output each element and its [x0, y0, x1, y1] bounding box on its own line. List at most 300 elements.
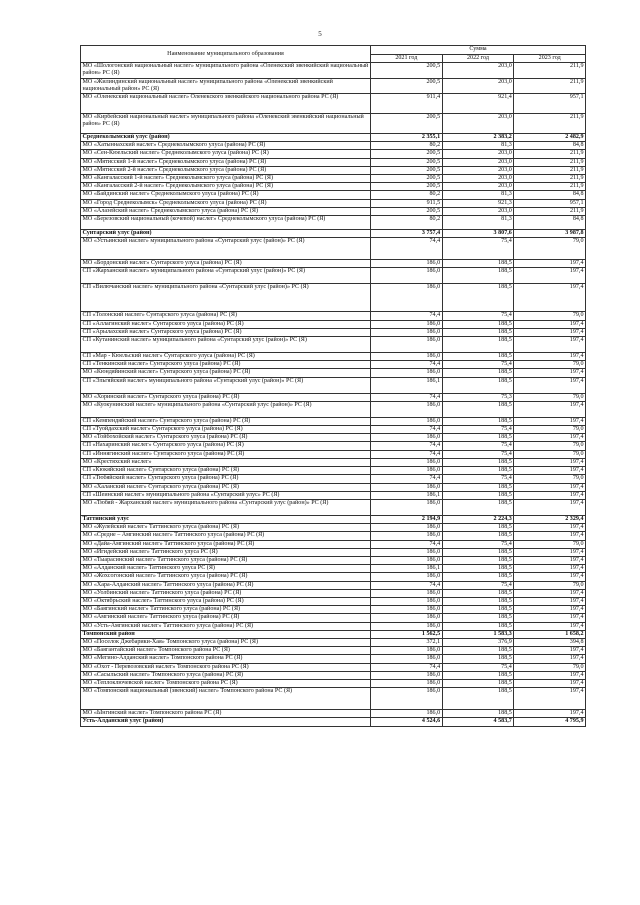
cell-amount-2021: 911,4 [371, 94, 443, 114]
cell-amount-2022: 188,5 [442, 328, 514, 336]
cell-municipality: МО «Амгинский наслег» Таттинского улуса (района) РС (Я) [81, 614, 371, 622]
cell-amount-2021: 186,0 [371, 589, 443, 597]
cell-amount-2022: 188,5 [442, 417, 514, 425]
table-row [81, 540, 586, 548]
cell-amount-2022: 188,5 [442, 320, 514, 328]
table-row [81, 581, 586, 589]
cell-amount-2021: 74,4 [371, 426, 443, 434]
cell-amount-2021: 186,0 [371, 647, 443, 655]
cell-amount-2021: 186,0 [371, 284, 443, 312]
cell-municipality: Сунтарский улус (район) [81, 230, 371, 238]
cell-amount-2023: 197,4 [514, 524, 586, 532]
table-row [81, 491, 586, 499]
cell-amount-2023: 197,4 [514, 573, 586, 581]
cell-amount-2023: 197,4 [514, 597, 586, 605]
cell-amount-2022: 75,4 [442, 450, 514, 458]
cell-amount-2021: 186,0 [371, 483, 443, 491]
table-row [81, 268, 586, 284]
cell-amount-2021: 200,5 [371, 175, 443, 183]
cell-amount-2023: 79,0 [514, 663, 586, 671]
cell-amount-2023: 197,4 [514, 401, 586, 417]
cell-amount-2023: 197,4 [514, 268, 586, 284]
cell-municipality: МО «Халанский наслег» Сунтарского улуса (района) РС (Я) [81, 483, 371, 491]
cell-amount-2022: 81,3 [442, 216, 514, 230]
cell-amount-2021: 186,0 [371, 353, 443, 361]
cell-amount-2021: 186,0 [371, 320, 443, 328]
table-row-total [81, 134, 586, 142]
cell-amount-2021: 74,4 [371, 663, 443, 671]
cell-amount-2022: 188,5 [442, 353, 514, 361]
header-year-2022: 2022 год [442, 55, 514, 63]
cell-amount-2022: 75,4 [442, 663, 514, 671]
cell-municipality: Таттинский улус [81, 515, 371, 523]
cell-amount-2022: 203,0 [442, 78, 514, 93]
cell-amount-2022: 203,0 [442, 63, 514, 78]
cell-amount-2022: 188,5 [442, 369, 514, 377]
cell-amount-2023: 79,0 [514, 540, 586, 548]
table-row [81, 638, 586, 646]
cell-amount-2023: 197,4 [514, 565, 586, 573]
table-row [81, 337, 586, 353]
cell-amount-2023: 84,8 [514, 216, 586, 230]
cell-municipality: СП «Нахаринский наслег» Сунтарского улуса (района) РС (Я) [81, 442, 371, 450]
table-row [81, 361, 586, 369]
cell-amount-2022: 188,5 [442, 589, 514, 597]
table-row [81, 647, 586, 655]
cell-municipality: МО «Сасыльский наслег» Томпонского улуса (района) РС (Я) [81, 671, 371, 679]
cell-amount-2021: 186,0 [371, 434, 443, 442]
table-row [81, 565, 586, 573]
table-row [81, 114, 586, 134]
page-number: 5 [318, 30, 322, 38]
table-row [81, 191, 586, 199]
table-row-total [81, 515, 586, 523]
cell-amount-2023: 957,1 [514, 94, 586, 114]
cell-amount-2023: 79,0 [514, 361, 586, 369]
cell-municipality: СП «Кутанинский наслег» муниципального района «Сунтарский улус (район)» РС (Я) [81, 337, 371, 353]
cell-amount-2021: 186,0 [371, 532, 443, 540]
cell-amount-2023: 197,4 [514, 491, 586, 499]
cell-amount-2023: 79,0 [514, 238, 586, 260]
table-row [81, 679, 586, 687]
cell-amount-2021: 186,0 [371, 268, 443, 284]
cell-amount-2021: 80,2 [371, 191, 443, 199]
cell-amount-2021: 186,0 [371, 548, 443, 556]
cell-amount-2021: 200,5 [371, 63, 443, 78]
cell-amount-2022: 4 583,7 [442, 718, 514, 726]
cell-amount-2023: 197,4 [514, 377, 586, 393]
cell-municipality: МО «Октябрьский наслег» Таттинского улуса (района) РС (Я) [81, 597, 371, 605]
cell-municipality: МО «Теплоключевской наслег» Томпонского района РС (Я) [81, 679, 371, 687]
cell-municipality: СП «Мар - Кюельский наслег» Сунтарского улуса (района) РС (Я) [81, 353, 371, 361]
cell-municipality: МО «Байдинский наслег» Среднеколымского улуса (района) РС (Я) [81, 191, 371, 199]
table-row [81, 589, 586, 597]
cell-municipality: МО «Кангаласский 1-й наслег» Среднеколымского улуса (района) РС (Я) [81, 175, 371, 183]
cell-amount-2022: 75,4 [442, 475, 514, 483]
cell-amount-2022: 2 224,3 [442, 515, 514, 523]
table-row [81, 663, 586, 671]
cell-amount-2021: 372,1 [371, 638, 443, 646]
cell-amount-2023: 197,4 [514, 622, 586, 630]
cell-amount-2022: 188,5 [442, 647, 514, 655]
cell-amount-2021: 3 757,4 [371, 230, 443, 238]
cell-amount-2021: 200,5 [371, 114, 443, 134]
table-row [81, 499, 586, 515]
table-row [81, 434, 586, 442]
cell-municipality: СП «Аллагинский наслег» Сунтарского улуса (района) РС (Я) [81, 320, 371, 328]
cell-amount-2023: 3 987,8 [514, 230, 586, 238]
cell-amount-2022: 81,3 [442, 191, 514, 199]
cell-amount-2022: 376,9 [442, 638, 514, 646]
cell-amount-2022: 188,5 [442, 434, 514, 442]
cell-amount-2022: 188,5 [442, 491, 514, 499]
cell-amount-2021: 186,0 [371, 679, 443, 687]
cell-amount-2022: 75,4 [442, 361, 514, 369]
cell-municipality: МО «Город Среднеколымск» Среднеколымского улуса (района) РС (Я) [81, 199, 371, 207]
cell-amount-2022: 3 807,6 [442, 230, 514, 238]
cell-amount-2022: 75,4 [442, 581, 514, 589]
cell-amount-2022: 188,5 [442, 622, 514, 630]
cell-amount-2022: 188,5 [442, 565, 514, 573]
cell-amount-2022: 203,0 [442, 175, 514, 183]
cell-amount-2022: 203,0 [442, 150, 514, 158]
cell-municipality: Усть-Алданский улус (район) [81, 718, 371, 726]
cell-amount-2021: 186,0 [371, 688, 443, 710]
cell-amount-2022: 203,0 [442, 207, 514, 215]
cell-municipality: Среднеколымский улус (район) [81, 134, 371, 142]
cell-amount-2022: 203,0 [442, 114, 514, 134]
cell-municipality: МО «Средне – Амгинский наслег» Таттинского улуса (района) РС (Я) [81, 532, 371, 540]
cell-amount-2022: 188,5 [442, 556, 514, 564]
cell-amount-2021: 911,5 [371, 199, 443, 207]
header-name: Наименование муниципального образования [81, 46, 371, 63]
table-row [81, 183, 586, 191]
cell-amount-2022: 75,3 [442, 393, 514, 401]
header-year-2021: 2021 год [371, 55, 443, 63]
table-row [81, 483, 586, 491]
table-row [81, 573, 586, 581]
cell-amount-2022: 188,5 [442, 260, 514, 268]
cell-municipality: МО «Поселок Джебарики-Хая» Томпонского улуса (района) РС (Я) [81, 638, 371, 646]
table-row [81, 377, 586, 393]
table-row [81, 238, 586, 260]
header-sum: Сумма [371, 46, 586, 55]
cell-amount-2022: 188,5 [442, 710, 514, 718]
cell-amount-2023: 211,9 [514, 183, 586, 191]
cell-municipality: МО «Алданский наслег» Таттинского улуса РС (Я) [81, 565, 371, 573]
cell-amount-2021: 186,0 [371, 597, 443, 605]
cell-amount-2022: 188,5 [442, 573, 514, 581]
cell-amount-2021: 186,0 [371, 417, 443, 425]
table-row [81, 63, 586, 78]
table-row [81, 524, 586, 532]
cell-municipality: МО «Хара-Алданский наслег» Таттинского улуса (района) РС (Я) [81, 581, 371, 589]
table-row [81, 548, 586, 556]
cell-amount-2021: 186,1 [371, 491, 443, 499]
cell-amount-2023: 197,4 [514, 548, 586, 556]
table-row [81, 450, 586, 458]
cell-amount-2021: 200,5 [371, 166, 443, 174]
table-row [81, 320, 586, 328]
cell-amount-2023: 211,9 [514, 78, 586, 93]
cell-amount-2021: 186,0 [371, 671, 443, 679]
cell-municipality: МО «Игидейский наслег» Таттинского улуса РС (Я) [81, 548, 371, 556]
cell-amount-2021: 186,0 [371, 622, 443, 630]
cell-municipality: МО «Уолбинский наслег» Таттинского улуса (района) РС (Я) [81, 589, 371, 597]
table-row [81, 94, 586, 114]
cell-amount-2022: 188,5 [442, 467, 514, 475]
cell-amount-2022: 188,5 [442, 401, 514, 417]
cell-municipality: МО «Алазейский наслег» Среднеколымского улуса (района) РС (Я) [81, 207, 371, 215]
cell-municipality: СП «Кемпендяйский наслег» Сунтарского улуса (района) РС (Я) [81, 417, 371, 425]
cell-amount-2021: 200,5 [371, 183, 443, 191]
cell-municipality: МО «Хатыннахский наслег» Среднеколымского улуса (района) РС (Я) [81, 142, 371, 150]
table-row [81, 556, 586, 564]
cell-municipality: МО «Мятисский 2-й наслег» Среднеколымского улуса (района) РС (Я) [81, 166, 371, 174]
cell-amount-2021: 186,0 [371, 401, 443, 417]
cell-amount-2022: 188,5 [442, 284, 514, 312]
cell-amount-2022: 188,5 [442, 655, 514, 663]
cell-municipality: СП «Иннягинский наслег» Сунтарского улуса (района) РС (Я) [81, 450, 371, 458]
cell-amount-2023: 197,4 [514, 467, 586, 475]
cell-amount-2022: 188,5 [442, 597, 514, 605]
cell-amount-2022: 2 383,2 [442, 134, 514, 142]
cell-amount-2022: 188,5 [442, 532, 514, 540]
table-row [81, 671, 586, 679]
cell-amount-2021: 74,4 [371, 238, 443, 260]
cell-amount-2022: 188,5 [442, 548, 514, 556]
cell-amount-2023: 79,0 [514, 475, 586, 483]
cell-amount-2022: 188,5 [442, 483, 514, 491]
cell-amount-2023: 197,4 [514, 499, 586, 515]
cell-amount-2023: 394,8 [514, 638, 586, 646]
cell-municipality: МО «Тойбохойский наслег» Сунтарского улуса (района) РС (Я) [81, 434, 371, 442]
cell-amount-2023: 79,0 [514, 450, 586, 458]
table-row [81, 532, 586, 540]
cell-amount-2021: 186,0 [371, 458, 443, 466]
cell-amount-2023: 1 658,2 [514, 630, 586, 638]
cell-amount-2021: 74,4 [371, 540, 443, 548]
cell-amount-2022: 188,5 [442, 606, 514, 614]
cell-municipality: МО «Мегино-Алданский наслег» Томпонского района РС (Я) [81, 655, 371, 663]
table-row-total [81, 230, 586, 238]
cell-amount-2023: 197,4 [514, 369, 586, 377]
cell-amount-2023: 197,4 [514, 556, 586, 564]
table-row [81, 158, 586, 166]
cell-municipality: МО «Охот - Перевозовский наслег» Томпонского района РС (Я) [81, 663, 371, 671]
table-row [81, 688, 586, 710]
cell-municipality: МО «Кирбейский национальный наслег» муниципального района «Оленекский эвенкийский национальный район» РС (Я) [81, 114, 371, 134]
cell-amount-2023: 4 795,9 [514, 718, 586, 726]
cell-amount-2023: 211,9 [514, 158, 586, 166]
cell-amount-2023: 211,9 [514, 114, 586, 134]
cell-amount-2021: 74,4 [371, 442, 443, 450]
cell-amount-2022: 921,4 [442, 94, 514, 114]
cell-amount-2021: 74,4 [371, 361, 443, 369]
cell-municipality: МО «Крестяхский наслег» [81, 458, 371, 466]
cell-municipality: МО «Жилиндинский национальный наслег» муниципального района «Оленекский эвенкийский национальный район» РС (Я) [81, 78, 371, 93]
cell-amount-2023: 79,0 [514, 312, 586, 320]
table-row [81, 142, 586, 150]
cell-municipality: СП «Шеинский наслег» муниципального района «Сунтарский улус» РС (Я) [81, 491, 371, 499]
table-row [81, 199, 586, 207]
cell-amount-2021: 186,0 [371, 260, 443, 268]
cell-amount-2021: 200,5 [371, 158, 443, 166]
cell-amount-2023: 197,4 [514, 671, 586, 679]
cell-amount-2022: 75,4 [442, 238, 514, 260]
cell-municipality: МО «Куокунинский наслег» муниципального района «Сунтарский улус (район)» РС (Я) [81, 401, 371, 417]
cell-amount-2023: 84,8 [514, 191, 586, 199]
cell-municipality: МО «Кангаласский 2-й наслег» Среднеколымского улуса (района) РС (Я) [81, 183, 371, 191]
table-row [81, 417, 586, 425]
cell-amount-2023: 197,4 [514, 337, 586, 353]
cell-municipality: МО «Баягинский наслег» Таттинского улуса (района) РС (Я) [81, 606, 371, 614]
table-row [81, 597, 586, 605]
cell-amount-2022: 1 583,3 [442, 630, 514, 638]
cell-amount-2023: 197,4 [514, 589, 586, 597]
cell-amount-2022: 188,5 [442, 458, 514, 466]
cell-municipality: СП «Тенкинский наслег» Сунтарского улуса (района) РС (Я) [81, 361, 371, 369]
cell-amount-2021: 186,0 [371, 369, 443, 377]
cell-amount-2023: 79,0 [514, 581, 586, 589]
cell-amount-2021: 200,5 [371, 150, 443, 158]
cell-municipality: СП «Эльгяйский наслег» муниципального района «Сунтарский улус (район)» РС (Я) [81, 377, 371, 393]
table-row [81, 166, 586, 174]
cell-municipality: СП «Вилючанский наслег» муниципального района «Сунтарский улус (район)» РС (Я) [81, 284, 371, 312]
cell-amount-2022: 188,5 [442, 688, 514, 710]
cell-amount-2021: 74,4 [371, 581, 443, 589]
cell-municipality: СП «Толонский наслег» Сунтарского улуса (района) РС (Я) [81, 312, 371, 320]
cell-amount-2021: 186,1 [371, 377, 443, 393]
cell-amount-2023: 197,4 [514, 417, 586, 425]
cell-amount-2023: 197,4 [514, 606, 586, 614]
cell-amount-2023: 211,9 [514, 63, 586, 78]
table-row-total [81, 630, 586, 638]
cell-amount-2022: 188,5 [442, 679, 514, 687]
cell-amount-2023: 197,4 [514, 458, 586, 466]
cell-amount-2021: 200,5 [371, 207, 443, 215]
cell-amount-2022: 75,4 [442, 442, 514, 450]
cell-municipality: МО «Хоринский наслег» Сунтарского улуса (района) РС (Я) [81, 393, 371, 401]
table-row [81, 614, 586, 622]
table-row [81, 207, 586, 215]
cell-amount-2023: 197,4 [514, 353, 586, 361]
cell-municipality: МО «Усть-Амгинский наслег» Таттинского улуса (района) РС (Я) [81, 622, 371, 630]
table-row-total [81, 718, 586, 726]
cell-amount-2022: 921,3 [442, 199, 514, 207]
cell-amount-2022: 188,5 [442, 337, 514, 353]
cell-amount-2021: 186,0 [371, 467, 443, 475]
cell-municipality: МО «Жулейский наслег» Таттинского улуса (района) РС (Я) [81, 524, 371, 532]
cell-amount-2022: 203,0 [442, 166, 514, 174]
cell-amount-2022: 188,5 [442, 524, 514, 532]
table-row [81, 401, 586, 417]
cell-amount-2023: 211,9 [514, 175, 586, 183]
cell-amount-2023: 211,9 [514, 207, 586, 215]
cell-amount-2023: 211,9 [514, 166, 586, 174]
cell-amount-2021: 200,5 [371, 78, 443, 93]
cell-amount-2021: 186,0 [371, 573, 443, 581]
cell-amount-2021: 186,0 [371, 710, 443, 718]
cell-amount-2022: 75,4 [442, 312, 514, 320]
cell-amount-2022: 188,5 [442, 499, 514, 515]
cell-amount-2023: 79,0 [514, 426, 586, 434]
cell-amount-2021: 80,2 [371, 216, 443, 230]
table-row [81, 328, 586, 336]
table-row [81, 284, 586, 312]
cell-amount-2023: 84,8 [514, 142, 586, 150]
cell-municipality: СП «Арылахский наслег» Сунтарского улуса (района) РС (Я) [81, 328, 371, 336]
table-row [81, 312, 586, 320]
table-row [81, 442, 586, 450]
table-row [81, 78, 586, 93]
cell-municipality: МО «Бордонский наслег» Сунтарского улуса (района) РС (Я) [81, 260, 371, 268]
cell-amount-2023: 197,4 [514, 647, 586, 655]
cell-amount-2023: 197,4 [514, 434, 586, 442]
cell-amount-2022: 75,4 [442, 426, 514, 434]
cell-amount-2022: 203,0 [442, 183, 514, 191]
cell-amount-2023: 197,4 [514, 614, 586, 622]
cell-amount-2022: 81,3 [442, 142, 514, 150]
table-row [81, 622, 586, 630]
cell-amount-2021: 74,4 [371, 312, 443, 320]
table-row [81, 393, 586, 401]
table-row [81, 216, 586, 230]
cell-amount-2023: 211,9 [514, 150, 586, 158]
cell-amount-2023: 197,4 [514, 320, 586, 328]
cell-amount-2021: 186,0 [371, 337, 443, 353]
cell-amount-2021: 2 194,9 [371, 515, 443, 523]
cell-municipality: СП «Жарханский наслег» муниципального района «Сунтарский улус (район)» РС (Я) [81, 268, 371, 284]
cell-amount-2021: 186,1 [371, 565, 443, 573]
cell-amount-2021: 1 562,5 [371, 630, 443, 638]
cell-amount-2021: 74,4 [371, 475, 443, 483]
cell-municipality: МО «Жохсогонский наслег» Таттинского улуса (района) РС (Я) [81, 573, 371, 581]
cell-municipality: МО «Ынгинский наслег» Томпонского района РС (Я) [81, 710, 371, 718]
cell-amount-2023: 79,0 [514, 442, 586, 450]
cell-municipality: Томпонский район [81, 630, 371, 638]
cell-amount-2023: 957,1 [514, 199, 586, 207]
cell-municipality: МО «Тюбяй - Жарханский наслег» муниципального района «Сунтарский улус (район)» РС (Я) [81, 499, 371, 515]
cell-amount-2023: 197,4 [514, 688, 586, 710]
cell-amount-2021: 186,0 [371, 556, 443, 564]
cell-amount-2021: 186,0 [371, 499, 443, 515]
table-row [81, 458, 586, 466]
table-row [81, 260, 586, 268]
cell-municipality: МО «Шологонский национальный наслег» муниципального района «Оленекский эвенкийский национальный район» РС (Я) [81, 63, 371, 78]
cell-amount-2022: 188,5 [442, 671, 514, 679]
table-row [81, 175, 586, 183]
cell-amount-2023: 197,4 [514, 532, 586, 540]
table-row [81, 369, 586, 377]
cell-municipality: СП «Туойдахский наслег» Сунтарского улуса (района) РС (Я) [81, 426, 371, 434]
cell-municipality: СП «Кюкяйский наслег» Сунтарского улуса (района) РС (Я) [81, 467, 371, 475]
header-year-2023: 2023 год [514, 55, 586, 63]
cell-amount-2021: 4 524,6 [371, 718, 443, 726]
budget-table [80, 45, 586, 727]
cell-amount-2021: 186,0 [371, 328, 443, 336]
cell-amount-2022: 203,0 [442, 158, 514, 166]
cell-amount-2021: 186,0 [371, 524, 443, 532]
cell-amount-2021: 186,0 [371, 614, 443, 622]
table-row [81, 655, 586, 663]
cell-municipality: МО «Томпонский национальный (эвенский) наслег» Томпонского района РС (Я) [81, 688, 371, 710]
cell-municipality: МО «Сен-Кюельский наслег» Среднеколымского улуса (района) РС (Я) [81, 150, 371, 158]
cell-amount-2023: 2 329,4 [514, 515, 586, 523]
cell-municipality: МО «Тыарасинский наслег» Таттинского улуса (района) РС (Я) [81, 556, 371, 564]
table-row [81, 426, 586, 434]
cell-amount-2023: 197,4 [514, 260, 586, 268]
